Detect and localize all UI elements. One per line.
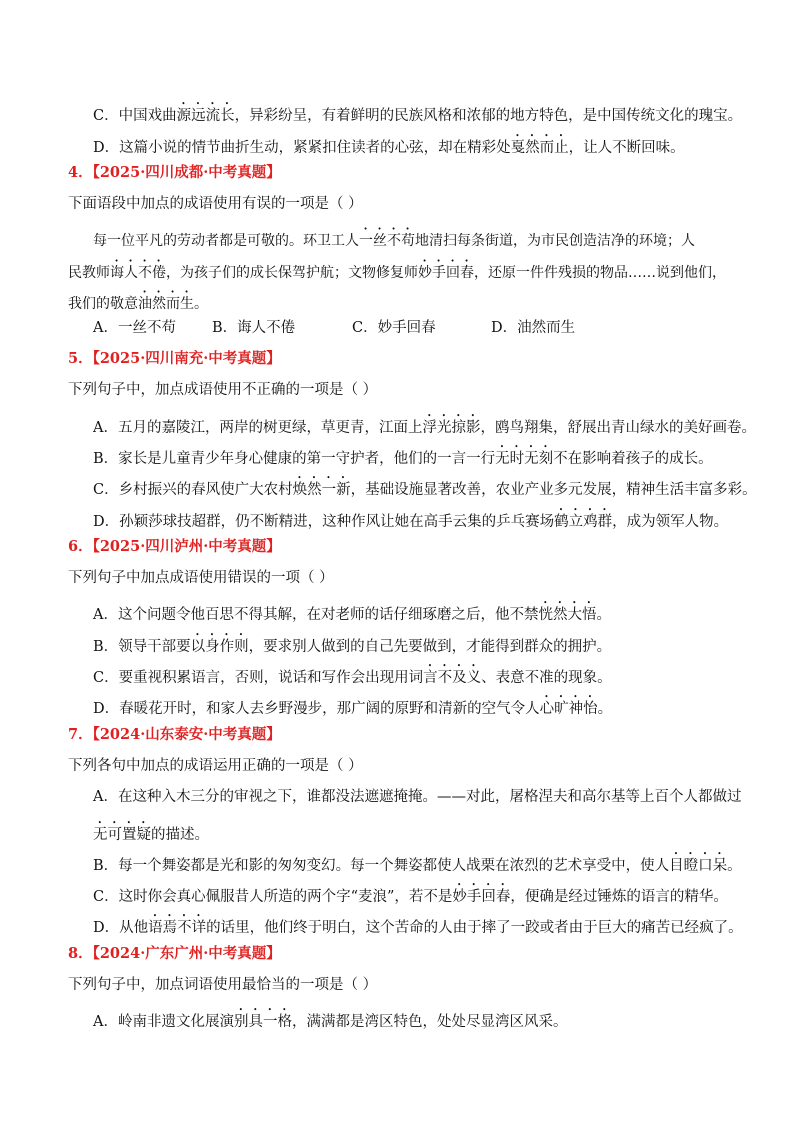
dotted-idiom: 恍然大悟	[538, 607, 597, 623]
text-segment: A．在这种入木三分的审视之下，谁都没法遮遮掩掩。——对此，屠格涅夫和高尔基等上百个人都做过	[93, 789, 742, 805]
text-segment: D．这篇小说的情节曲折生动，紧紧扣住读者的心弦，却在精彩处	[93, 140, 511, 156]
question-6-option-b	[93, 631, 611, 657]
dotted-idiom: 语焉不详	[148, 920, 207, 936]
question-4-passage-line-1	[93, 225, 695, 251]
text-segment: B．家长是儿童青少年身心健康的第一守护者，他们的一言一行	[93, 451, 496, 467]
dotted-idiom: 戛然而止	[510, 140, 569, 156]
text-segment: B．领导干部要	[93, 639, 191, 655]
text-segment: B．每一个舞姿都是光和影的匆匆变幻。每一个舞姿都使人战栗在浓烈的艺术享受中，使人	[93, 858, 670, 874]
text-segment: 不在影响着孩子的成长。	[553, 451, 713, 467]
dotted-idiom: 言不及义	[423, 670, 482, 686]
question-7-header	[68, 725, 281, 745]
dotted-idiom: 心旷神怡	[539, 701, 598, 717]
dotted-idiom: 别具一格	[233, 1014, 292, 1030]
text-segment: 4．【2025·四川成都·中考真题】	[68, 164, 281, 181]
text-segment: A．五月的嘉陵江，两岸的树更绿，草更青，江面上	[93, 420, 423, 436]
text-segment: 下列句子中，加点词语使用最恰当的一项是（ ）	[68, 977, 378, 993]
question-6-option-c	[93, 662, 612, 688]
dotted-idiom: 鹤立鸡群	[554, 514, 613, 530]
text-segment: C．中国戏曲	[93, 108, 177, 124]
dotted-idiom: 焕然一新	[292, 482, 351, 498]
text-segment: D．油然而生	[491, 320, 576, 336]
question-7-option-a	[93, 787, 741, 807]
text-segment: C．乡村振兴的春风使广大农村	[93, 482, 293, 498]
text-segment: 。	[194, 296, 208, 312]
text-segment: 的话里，他们终于明白，这个苦命的人由于摔了一跤或者由于巨大的痛苦已经疯了。	[206, 920, 743, 936]
text-segment: 的描述。	[151, 827, 209, 843]
text-segment: 下列各句中加点的成语运用正确的一项是（ ）	[68, 758, 363, 774]
question-4-passage-line-2	[68, 257, 726, 283]
text-segment: C．这时你会真心佩服昔人所造的两个字“麦浪”，若不是	[93, 889, 453, 905]
question-7-option-b	[93, 850, 742, 876]
text-segment: 。	[597, 701, 613, 717]
text-segment: 。	[727, 858, 742, 874]
text-segment: 下面语段中加点的成语使用有误的一项是（ ）	[68, 196, 363, 212]
question-5-prompt	[68, 380, 377, 400]
question-4-option-a	[93, 318, 176, 338]
text-segment: ，让人不断回味。	[568, 140, 685, 156]
text-segment: 5．【2025·四川南充·中考真题】	[68, 350, 281, 367]
question-6-header	[68, 537, 281, 557]
text-segment: 下列句子中加点成语使用错误的一项（ ）	[68, 570, 334, 586]
question-7-prompt	[68, 756, 363, 776]
text-segment: 下列句子中，加点成语使用不正确的一项是（ ）	[68, 382, 378, 398]
text-segment: A．这个问题令他百思不得其解，在对老师的话仔细琢磨之后，他不禁	[93, 607, 539, 623]
question-8-prompt	[68, 975, 377, 995]
text-segment: ，成为领军人物。	[612, 514, 729, 530]
text-segment: ，便确是经过锤炼的语言的精华。	[510, 889, 728, 905]
dotted-idiom: 以身作则	[190, 639, 249, 655]
text-segment: C．要重视积累语言，否则，说话和写作会出现用词	[93, 670, 424, 686]
text-segment: D．春暖花开时，和家人去乡野漫步，那广阔的原野和清新的空气令人	[93, 701, 540, 717]
text-segment: C．妙手回春	[352, 320, 436, 336]
question-4-option-c	[352, 318, 436, 338]
text-segment: ，为孩子们的成长保驾护航；文物修复师	[166, 265, 418, 281]
dotted-idiom: 妙手回春	[452, 889, 511, 905]
text-segment: 8．【2024·广东广州·中考真题】	[68, 945, 281, 962]
question-4-prompt	[68, 194, 363, 214]
dotted-idiom: 浮光掠影	[422, 420, 481, 436]
text-segment: D．从他	[93, 920, 149, 936]
option-d-line	[93, 132, 685, 158]
text-segment: 民教师	[68, 265, 110, 281]
question-6-prompt	[68, 568, 334, 588]
question-6-option-d	[93, 693, 612, 719]
question-5-option-a	[93, 412, 756, 438]
text-segment: ，还原一件件残损的物品……说到他们，	[474, 265, 726, 281]
text-segment: A．岭南非遗文化展演	[93, 1014, 234, 1030]
dotted-idiom: 无可置疑	[93, 827, 151, 843]
question-7-option-c	[93, 881, 728, 907]
text-segment: 6．【2025·四川泸州·中考真题】	[68, 538, 281, 555]
question-8-option-a	[93, 1006, 567, 1032]
text-segment: 。	[596, 607, 611, 623]
text-segment: 我们的敬意	[68, 296, 138, 312]
question-5-option-b	[93, 443, 713, 469]
text-segment: ，基础设施显著改善，农业产业多元发展，精神生活丰富多彩。	[350, 482, 757, 498]
text-segment: ，鸥鸟翔集，舒展出青山绿水的美好画卷。	[480, 420, 756, 436]
question-6-option-a	[93, 599, 611, 625]
question-5-option-d	[93, 506, 728, 532]
text-segment: A．一丝不苟	[93, 320, 176, 336]
text-segment: 每一位平凡的劳动者都是可敬的。环卫工人	[93, 233, 359, 249]
text-segment: ，异彩纷呈，有着鲜明的民族风格和浓郁的地方特色，是中国传统文化的瑰宝。	[234, 108, 743, 124]
dotted-idiom: 一丝不苟	[359, 233, 415, 249]
question-8-header	[68, 944, 281, 964]
text-segment: ，满满都是湾区特色，处处尽显湾区风采。	[291, 1014, 568, 1030]
dotted-idiom: 油然而生	[138, 296, 194, 312]
text-segment: 、表意不准的现象。	[481, 670, 612, 686]
text-segment: D．孙颖莎球技超群，仍不断精进，这种作风让她在高手云集的乒乓赛场	[93, 514, 555, 530]
question-4-header	[68, 163, 281, 183]
dotted-idiom: 诲人不倦	[110, 265, 166, 281]
text-segment: 7．【2024·山东泰安·中考真题】	[68, 726, 281, 743]
option-c-line	[93, 100, 742, 126]
dotted-idiom: 妙手回春	[418, 265, 474, 281]
question-4-option-b	[212, 318, 295, 338]
question-4-option-d	[491, 318, 575, 338]
question-4-passage-line-3	[68, 288, 208, 314]
text-segment: B．诲人不倦	[212, 320, 296, 336]
dotted-idiom: 源远流长	[176, 108, 235, 124]
question-5-header	[68, 349, 281, 369]
question-7-option-a-cont	[93, 819, 209, 845]
dotted-idiom: 无时无刻	[495, 451, 554, 467]
dotted-idiom: 目瞪口呆	[669, 858, 728, 874]
question-5-option-c	[93, 474, 757, 500]
text-segment: 地清扫每条街道，为市民创造洁净的环境；人	[415, 233, 695, 249]
question-7-option-d	[93, 912, 743, 938]
text-segment: ，要求别人做到的自己先要做到，才能得到群众的拥护。	[248, 639, 612, 655]
